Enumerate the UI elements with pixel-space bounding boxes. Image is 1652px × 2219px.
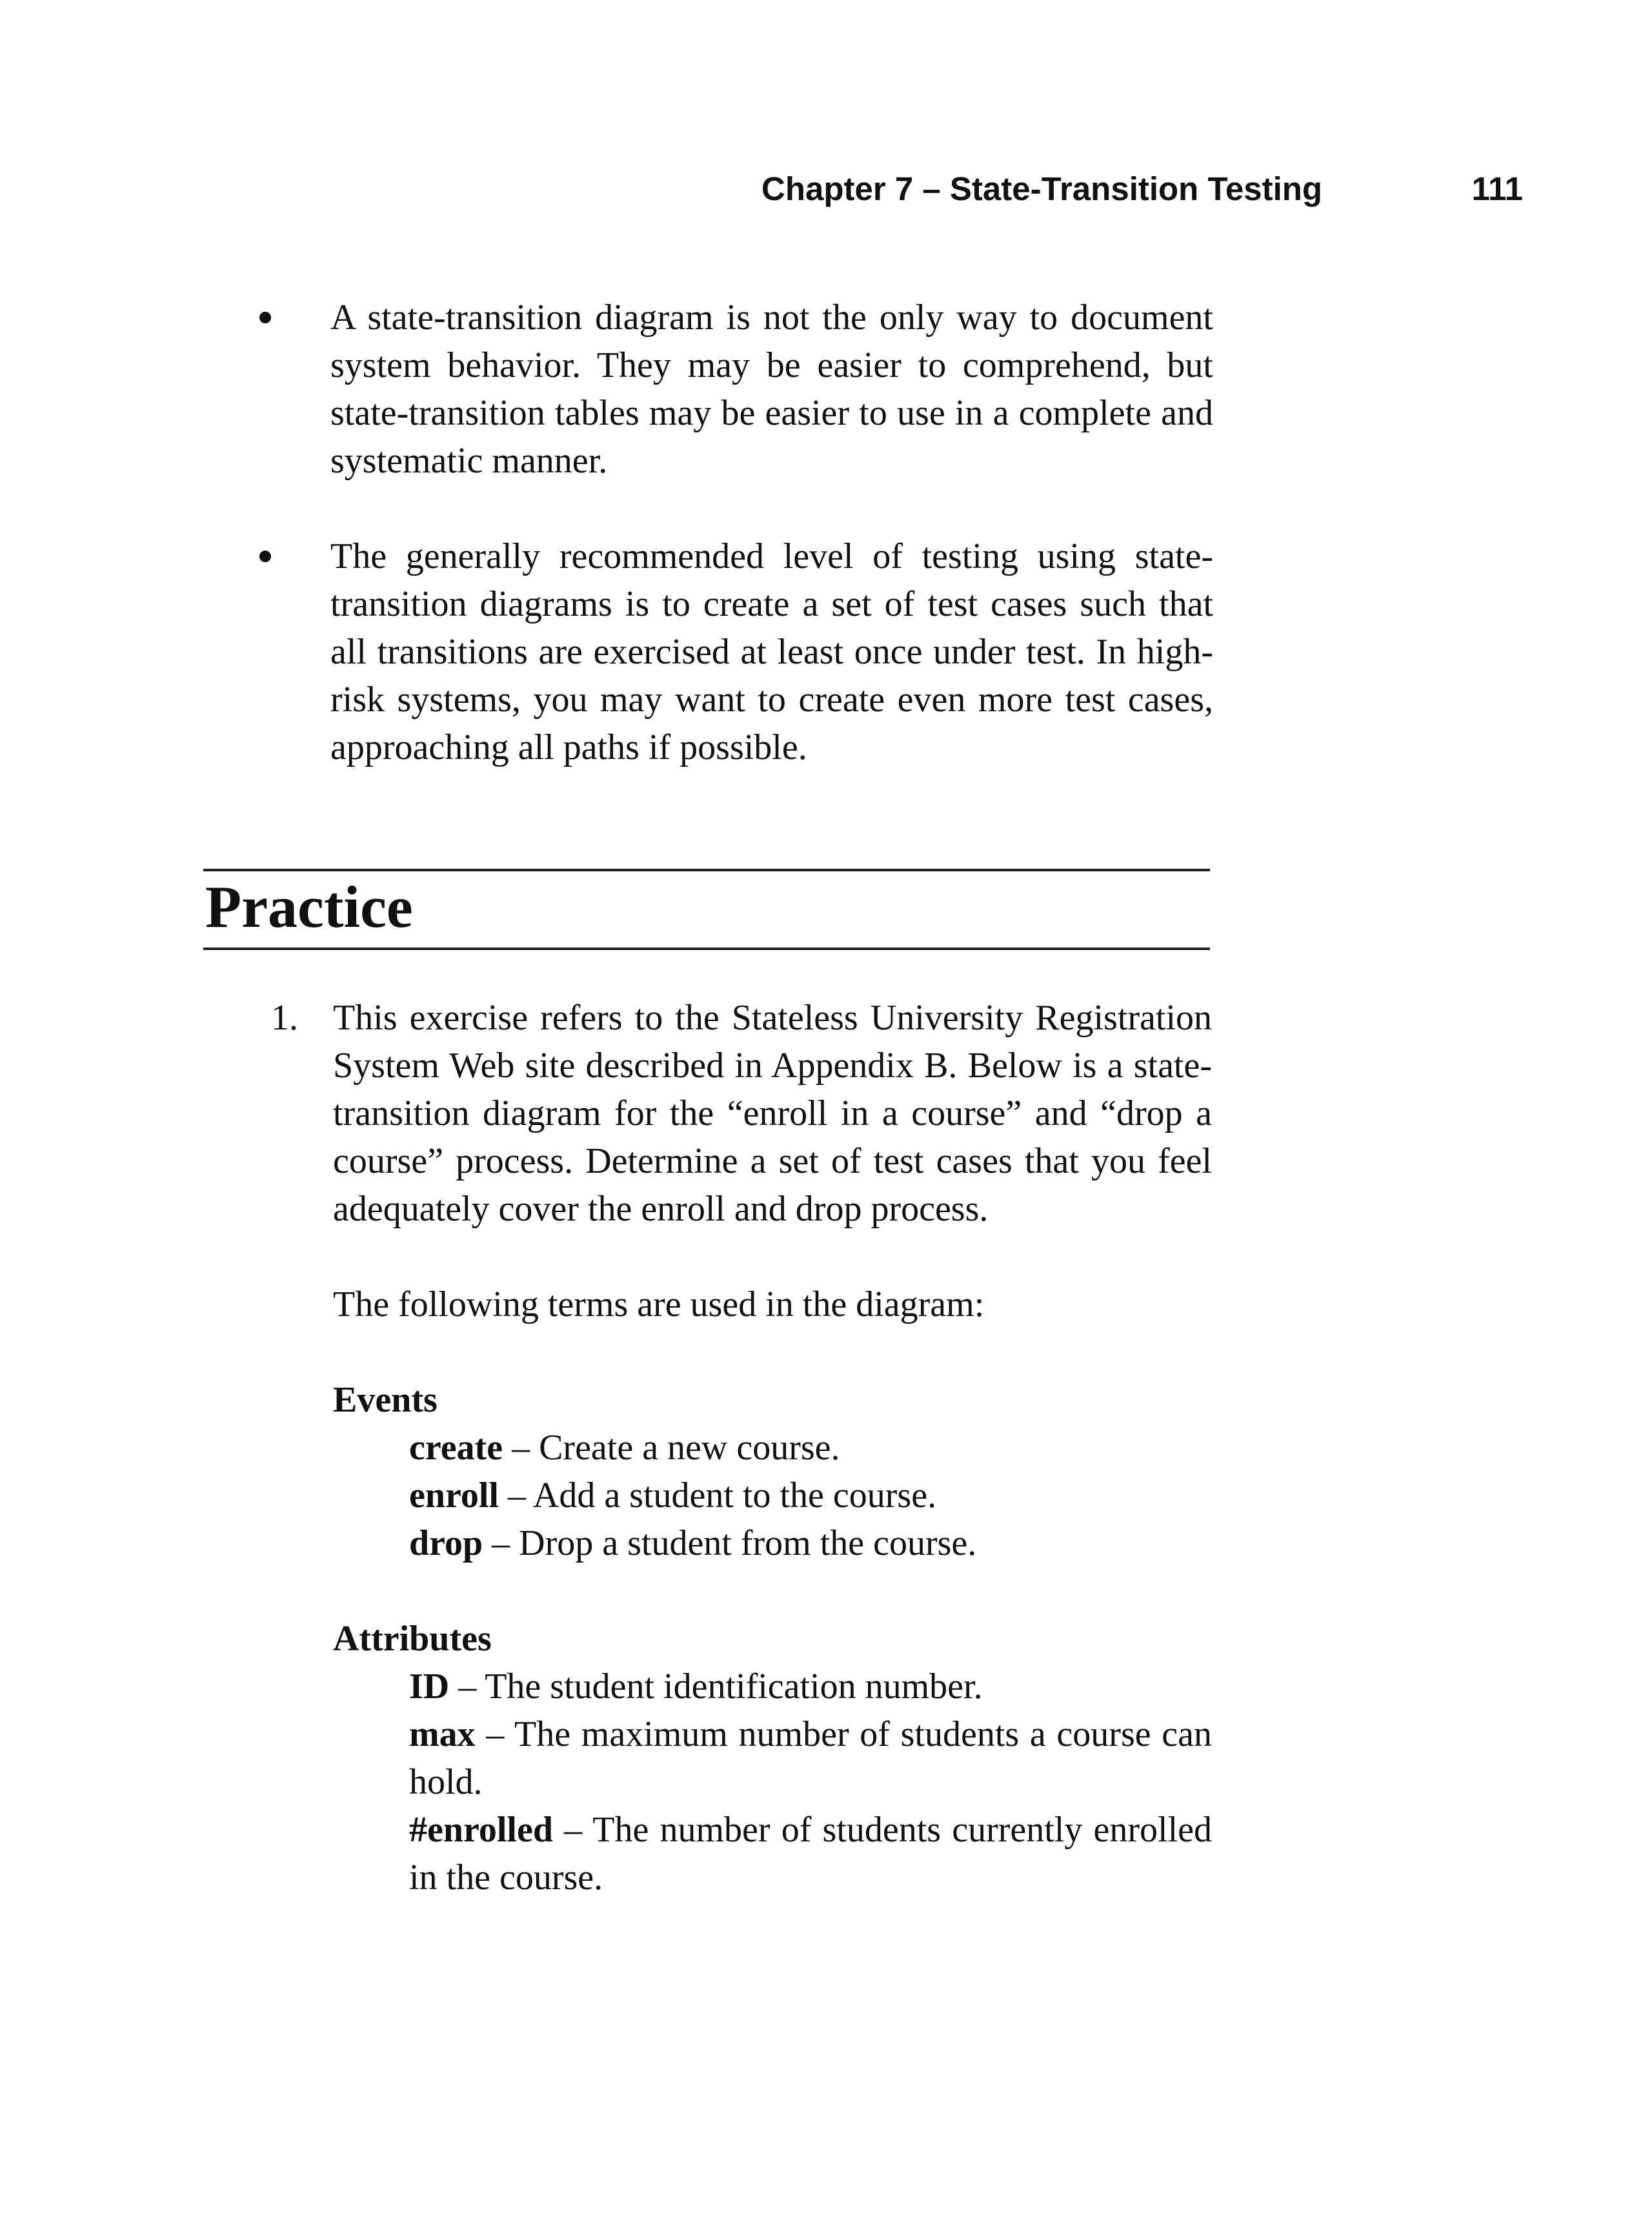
list-item: [409, 1806, 1212, 1901]
attribute-term: ID: [409, 1667, 450, 1707]
list-item: [409, 1663, 1212, 1710]
chapter-title: Chapter 7 – State-Transition Testing: [761, 170, 1323, 207]
bullet-item: [258, 294, 1213, 485]
terms-intro: The following terms are used in the diagram:: [333, 1284, 985, 1324]
attribute-definition: – The student identification number.: [449, 1667, 983, 1707]
list-item: [409, 1710, 1212, 1806]
event-term: enroll: [409, 1475, 499, 1515]
list-item: [409, 1424, 1212, 1472]
exercise-body: [333, 994, 1212, 1901]
attribute-term: #enrolled: [409, 1810, 553, 1850]
section-title: Practice: [205, 874, 413, 940]
event-definition: – Drop a student from the course.: [483, 1523, 977, 1563]
bullet-list: [258, 294, 1213, 819]
bullet-text: The generally recommended level of testing using state-transition diagrams is to create a set of test cases such that all transitions are exercised at least once under test. In high-risk systems, you may want to create even more test cases, approaching all paths if possible.: [330, 536, 1213, 767]
event-definition: – Create a new course.: [503, 1428, 840, 1468]
events-heading: Events: [333, 1380, 438, 1420]
attribute-term: max: [409, 1714, 476, 1754]
list-item: [409, 1519, 1212, 1567]
bullet-text: A state-transition diagram is not the only way to document system behavior. They may be easier to comprehend, but state-transition tables may be easier to use in a complete and systematic manner.: [330, 298, 1213, 481]
exercise-number: 1.: [271, 998, 298, 1038]
exercise-text: This exercise refers to the Stateless University Registration System Web site described in Appendix B. Below is a state-transition diagram for the “enroll in a course” and “drop a course” process. Determine a set of test cases that you feel adequately cover the enroll and drop process.: [333, 998, 1212, 1229]
attributes-list: [409, 1663, 1212, 1901]
attribute-definition: – The number of students currently enrolled in the course.: [409, 1810, 1212, 1898]
bullet-item: [258, 532, 1213, 771]
events-list: [409, 1424, 1212, 1567]
attribute-definition: – The maximum number of students a course can hold.: [409, 1714, 1212, 1802]
event-definition: – Add a student to the course.: [498, 1475, 937, 1515]
attributes-heading: Attributes: [333, 1619, 492, 1659]
event-term: create: [409, 1428, 503, 1468]
section-rule-bottom: [203, 947, 1210, 950]
list-item: [409, 1472, 1212, 1519]
page-number: 111: [1471, 170, 1523, 207]
event-term: drop: [409, 1523, 483, 1563]
